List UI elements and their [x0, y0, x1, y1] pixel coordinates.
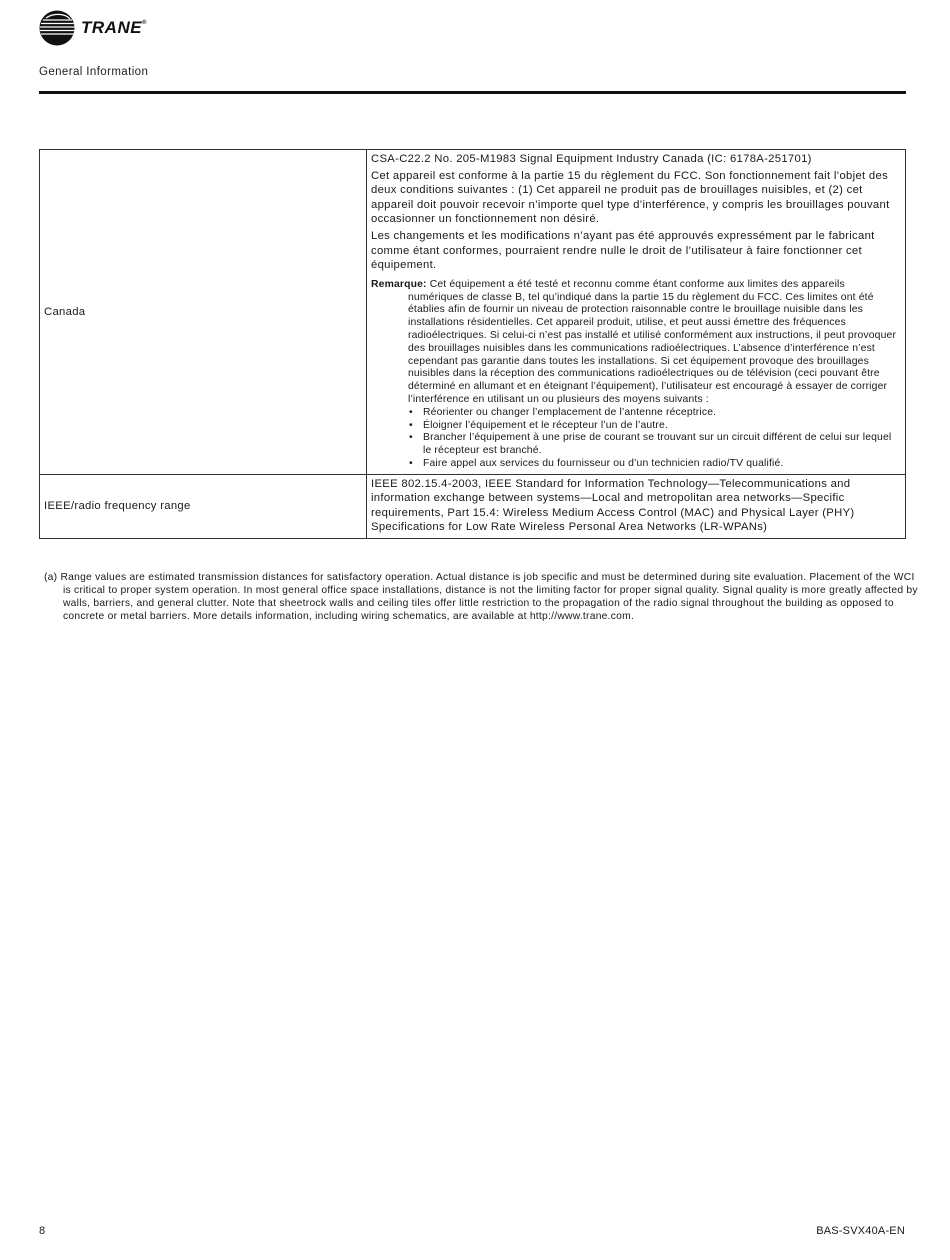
page-number: 8	[39, 1225, 46, 1237]
canada-paragraph: Cet appareil est conforme à la partie 15 du règlement du FCC. Son fonctionnement fait l’objet des deux conditions suivantes : (1) Cet appareil ne produit pas de brouillages nuisibles, et (2) cet appareil doit pouvoir recevoir n’importe quel type d’interférence, y compris les brouillages pouvant occasionner un fonctionnement non désiré.	[371, 169, 890, 226]
brand-logo	[39, 10, 147, 46]
row-label-canada: Canada	[40, 150, 367, 475]
remarque-note	[371, 279, 901, 471]
table-row	[40, 474, 906, 538]
header-divider	[39, 91, 906, 94]
section-title: General Information	[39, 66, 149, 78]
canada-paragraph: Les changements et les modifications n’ayant pas été approuvés expressément par le fabricant comme étant conformes, pourraient rendre nulle le droit de l’utilisateur à faire fonctionner cet équipement.	[371, 229, 875, 272]
canada-content	[367, 150, 906, 475]
document-id: BAS-SVX40A-EN	[816, 1225, 905, 1237]
note-body	[371, 279, 901, 407]
trane-logo-icon	[39, 10, 75, 46]
table-footnote: (a) Range values are estimated transmission distances for satisfactory operation. Actual distance is job specific and must be determined during site evaluation. Placement of the WCI is critical to proper system operation. In most general office space installations, distance is not the limiting factor for proper signal quality. Signal quality is more greatly affected by walls, barriers, and general clutter. Note that sheetrock walls and ceiling tiles offer little restriction to the propagation of the radio signal throughout the building as opposed to concrete or metal barriers. More details information, including wiring schematics, are available at http://www.trane.com.	[44, 572, 918, 622]
list-item: • Éloigner l’équipement et le récepteur l’un de l’autre.	[408, 420, 901, 433]
note-bullet-list	[371, 407, 901, 471]
note-label: Remarque:	[371, 278, 427, 290]
table-row	[40, 150, 906, 475]
logo-wordmark: TRANE®	[81, 18, 147, 37]
list-item: • Faire appel aux services du fournisseur ou d’un technicien radio/TV qualifié.	[408, 458, 901, 471]
specs-table	[39, 149, 906, 539]
list-item: • Brancher l’équipement à une prise de courant se trouvant sur un circuit différent de celui sur lequel le récepteur est branché.	[408, 432, 901, 458]
list-item: • Réorienter ou changer l’emplacement de l’antenne réceptrice.	[408, 407, 901, 420]
note-text: Cet équipement a été testé et reconnu comme étant conforme aux limites des appareils numériques de classe B, tel qu’indiqué dans la partie 15 du règlement du FCC. Ces limites ont été établies afin de fournir un niveau de protection raisonnable contre le brouillage nuisible dans les installations résidentielles. Cet appareil produit, utilise, et peut aussi émettre des fréquences radioélectriques. Si celui-ci n’est pas installé et utilisé conformément aux instructions, il peut provoquer des brouillages nuisibles dans les communications radioélectriques. L’absence d’interférence n’est cependant pas garantie dans toutes les installations. Si cet équipement provoque des brouillages nuisibles dans la réception des communications radioélectriques ou de télévision (ceci pouvant être déterminé en allumant et en éteignant l’équipement), l’utilisateur est encouragé à essayer de corriger l’interférence en utilisant un ou plusieurs des moyens suivants :	[408, 278, 897, 405]
canada-paragraph: CSA-C22.2 No. 205-M1983 Signal Equipment Industry Canada (IC: 6178A-251701)	[371, 153, 812, 165]
row-label-ieee: IEEE/radio frequency range	[40, 474, 367, 538]
ieee-content: IEEE 802.15.4-2003, IEEE Standard for Information Technology—Telecommunications and information exchange between systems—Local and metropolitan area networks—Specific requirements, Part 15.4: Wireless Medium Access Control (MAC) and Physical Layer (PHY) Specifications for Low Rate Wireless Personal Area Networks (LR-WPANs)	[367, 474, 906, 538]
